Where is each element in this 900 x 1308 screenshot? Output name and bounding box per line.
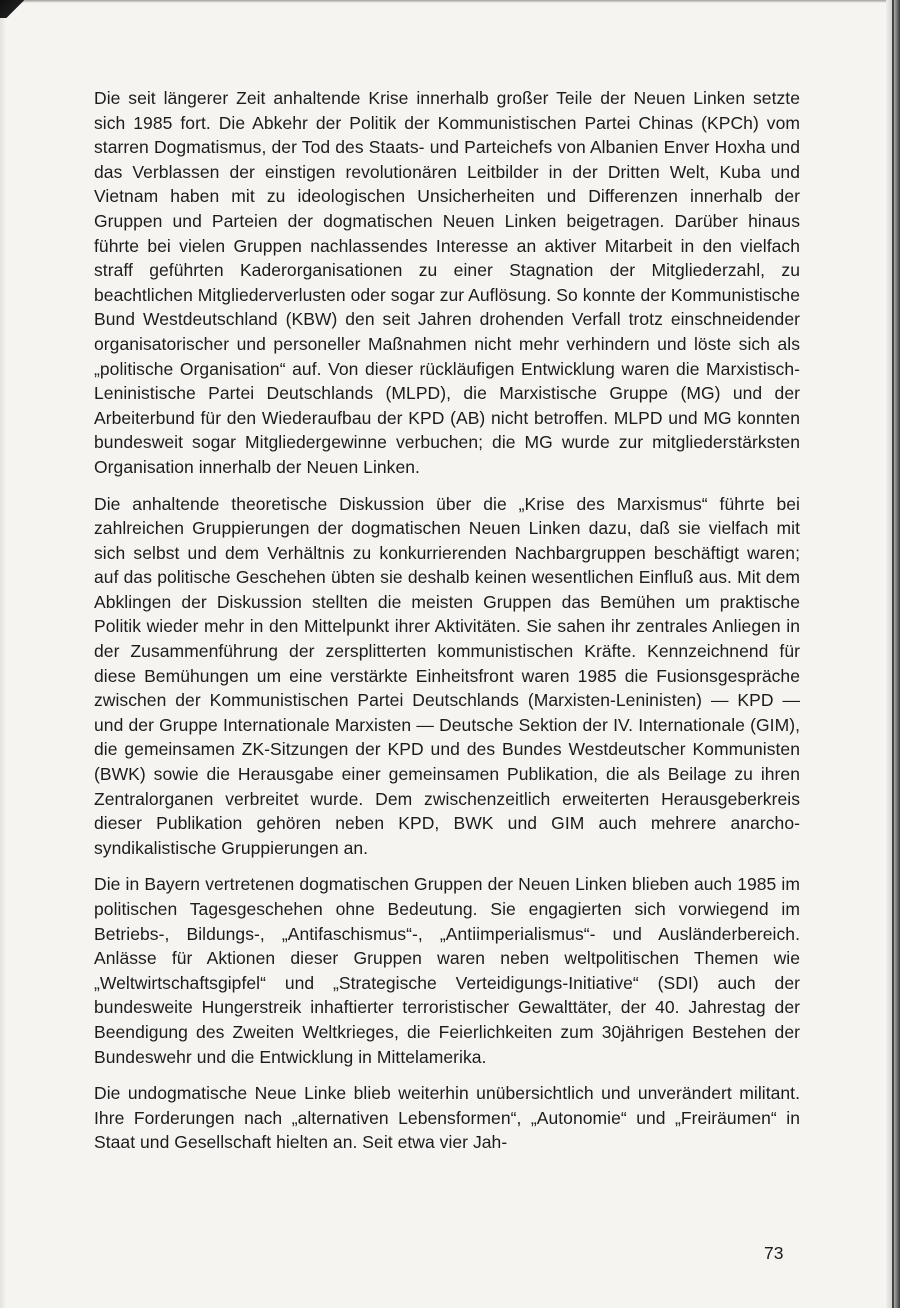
scan-corner-artifact [0, 0, 26, 18]
body-text [94, 86, 800, 1167]
scan-left-shadow [0, 0, 6, 1308]
page-number: 73 [764, 1243, 784, 1263]
paragraph-4: Die undogmatische Neue Linke blieb weiterhin unübersichtlich und unverändert militant. Ihre Forderungen nach „alternativen Lebensformen“, „Autonomie“ und „Freiräumen“ in Staat und Gesellschaft hielten an. Seit etwa vier Jah- [94, 1083, 800, 1153]
paragraph-1: Die seit längerer Zeit anhaltende Krise innerhalb großer Teile der Neuen Linken setzte sich 1985 fort. Die Abkehr der Politik der Kommunistischen Partei Chinas (KPCh) vom starren Dogmatismus, der Tod des Staats- und Parteichefs von Albanien Enver Hoxha und das Verblassen der einstigen revolutionären Leitbilder in der Dritten Welt, Kuba und Vietnam haben mit zu ideologischen Unsicherheiten und Differenzen innerhalb der Gruppen und Parteien der dogmatischen Neuen Linken beigetragen. Darüber hinaus führte bei vielen Gruppen nachlassendes Interesse an aktiver Mitarbeit in den vielfach straff geführten Kaderorganisationen zu einer Stagnation der Mitgliederzahl, zu beachtlichen Mitgliederverlusten oder sogar zur Auflösung. So konnte der Kommunistische Bund Westdeutschland (KBW) den seit Jahren drohenden Verfall trotz einschneidender organisatorischer und personeller Maßnahmen nicht mehr verhindern und löste sich als „politische Organisation“ auf. Von dieser rückläufigen Entwicklung waren die Marxistisch-Leninistische Partei Deutschlands (MLPD), die Marxistische Gruppe (MG) und der Arbeiterbund für den Wiederaufbau der KPD (AB) nicht betroffen. MLPD und MG konnten bundesweit sogar Mitgliedergewinne verbuchen; die MG wurde zur mitgliederstärksten Organisation innerhalb der Neuen Linken. [94, 88, 800, 477]
scan-right-line [892, 0, 894, 1308]
paragraph-3: Die in Bayern vertretenen dogmatischen Gruppen der Neuen Linken blieben auch 1985 im politischen Tagesgeschehen ohne Bedeutung. Sie engagierten sich vorwiegend im Betriebs-, Bildungs-, „Antifaschismus“-, „Antiimperialismus“- und Ausländerbereich. Anlässe für Aktionen dieser Gruppen waren neben weltpolitischen Themen wie „Weltwirtschaftsgipfel“ und „Strategische Verteidigungs-Initiative“ (SDI) auch der bundesweite Hungerstreik inhaftierter terroristischer Gewalttäter, der 40. Jahrestag der Beendigung des Zweiten Weltkrieges, die Feierlichkeiten zum 30jährigen Bestehen der Bundeswehr und die Entwicklung in Mittelamerika. [94, 874, 800, 1067]
paragraph-2: Die anhaltende theoretische Diskussion über die „Krise des Marxismus“ führte bei zahlreichen Gruppierungen der dogmatischen Neuen Linken dazu, daß sie vielfach mit sich selbst und dem Verhältnis zu konkurrierenden Nachbargruppen beschäftigt waren; auf das politische Geschehen übten sie deshalb keinen wesentlichen Einfluß aus. Mit dem Abklingen der Diskussion stellten die meisten Gruppen das Bemühen um praktische Politik wieder mehr in den Mittelpunkt ihrer Aktivitäten. Sie sahen ihr zentrales Anliegen in der Zusammenführung der zersplitterten kommunistischen Kräfte. Kennzeichnend für diese Bemühungen um eine verstärkte Einheitsfront waren 1985 die Fusionsgespräche zwischen der Kommunistischen Partei Deutschlands (Marxisten-Leninisten) — KPD — und der Gruppe Internationale Marxisten — Deutsche Sektion der IV. Internationale (GIM), die gemeinsamen ZK-Sitzungen der KPD und des Bundes Westdeutscher Kommunisten (BWK) sowie die Herausgabe einer gemeinsamen Publikation, die als Beilage zu ihren Zentralorganen verbreitet wurde. Dem zwischenzeitlich erweiterten Herausgeberkreis dieser Publikation gehören neben KPD, BWK und GIM auch mehrere anarcho-syndikalistische Gruppierungen an. [94, 493, 800, 858]
scan-top-edge [0, 0, 900, 3]
